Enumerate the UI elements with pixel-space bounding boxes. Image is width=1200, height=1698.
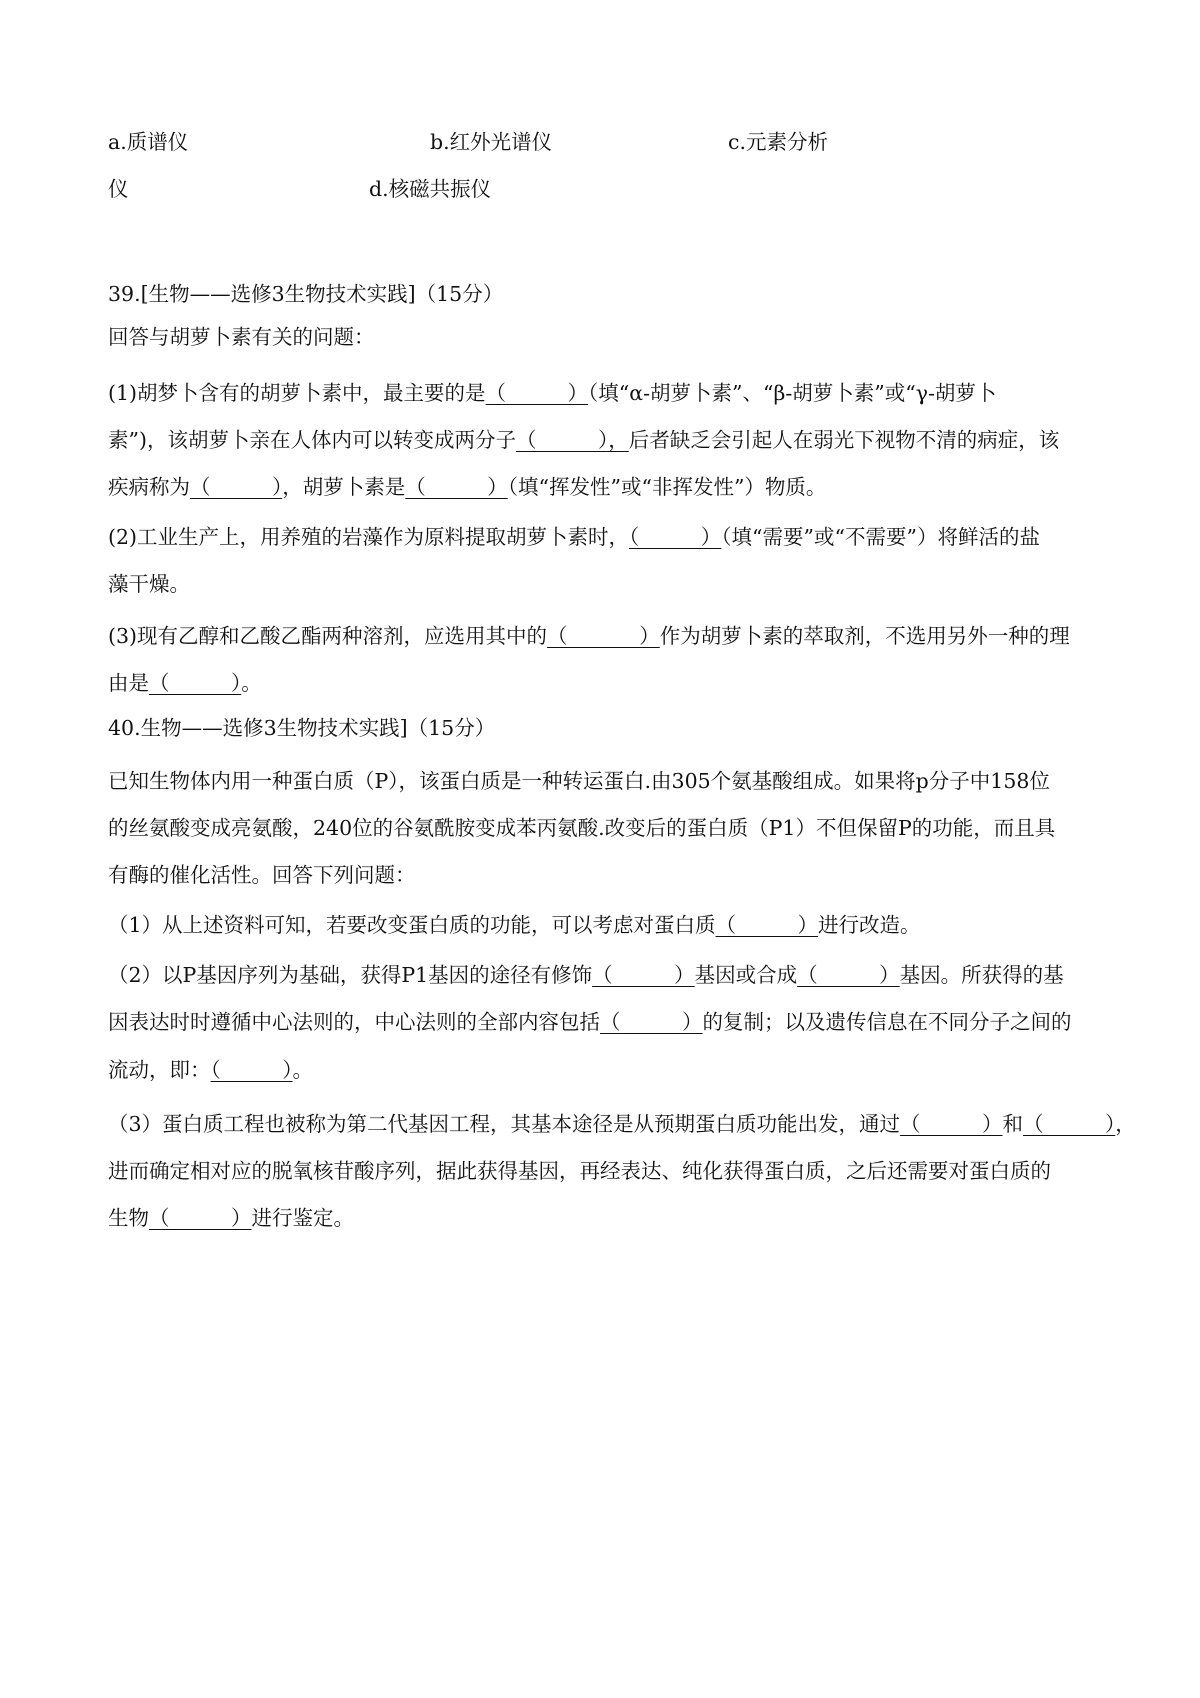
q39-text: (3)现有乙醇和乙酸乙酯两种溶剂，应选用其中的 (108, 624, 548, 648)
q40-text: （1）从上述资料可知，若要改变蛋白质的功能，可以考虑对蛋白质 (108, 913, 716, 937)
option-c: c.元素分析 (728, 130, 828, 154)
answer-blank[interactable]: （______） (629, 525, 722, 549)
q40-text: （3）蛋白质工程也被称为第二代基因工程，其基本途径是从预期蛋白质功能出发，通过 (108, 1112, 901, 1136)
q40-para-1: 已知生物体内用一种蛋白质（P），该蛋白质是一种转运蛋白.由305个氨基酸组成。如果将p分子中158位 (108, 769, 1050, 793)
q40-text: 和 (1002, 1112, 1024, 1136)
q40-sub-1 (108, 911, 1108, 939)
q39-line-4 (108, 523, 1108, 551)
q40-header: 40.生物——选修3生物技术实践]（15分） (108, 716, 496, 740)
answer-blank[interactable]: （______） (149, 671, 242, 695)
q39-header: 39.[生物——选修3生物技术实践]（15分） (108, 282, 504, 306)
q39-text: 后者缺乏会引起人在弱光下视物不清的病症，该 (628, 428, 1060, 452)
q39-line-2 (108, 426, 1108, 454)
q40-text: 的复制；以及遗传信息在不同分子之间的 (702, 1010, 1072, 1034)
answer-blank[interactable]: （______） (210, 1058, 293, 1082)
q40-text: 流动，即： (108, 1058, 211, 1082)
q39-line-7 (108, 669, 1108, 697)
q40-sub-2-line-2 (108, 1008, 1108, 1036)
answer-blank[interactable]: （______） (592, 963, 695, 987)
answer-blank[interactable]: （______） (1023, 1112, 1116, 1136)
q40-text: 基因。所获得的基 (899, 963, 1064, 987)
q39-intro: 回答与胡萝卜素有关的问题： (108, 325, 375, 349)
option-d: d.核磁共振仪 (369, 177, 492, 201)
q40-para-2: 的丝氨酸变成亮氨酸，240位的谷氨酰胺变成苯丙氨酸.改变后的蛋白质（P1）不但保留P的功能，而且具 (108, 816, 1056, 840)
answer-blank[interactable]: （______） (149, 1206, 252, 1230)
q39-text: 由是 (108, 671, 149, 695)
q39-line-5: 藻干燥。 (108, 572, 190, 596)
answer-blank[interactable]: （______） (900, 1112, 1003, 1136)
q39-text: (1)胡梦卜含有的胡萝卜素中，最主要的是 (108, 381, 486, 405)
q40-text: （2）以P基因序列为基础，获得P1基因的途径有修饰 (108, 963, 593, 987)
q40-sub-3-line-3 (108, 1204, 1108, 1232)
answer-blank[interactable]: （______） (600, 1010, 703, 1034)
q40-sub-3-line-2: 进而确定相对应的脱氧核苷酸序列，据此获得基因，再经表达、纯化获得蛋白质，之后还需要对蛋白质的 (108, 1159, 1051, 1183)
q40-text: 。 (292, 1058, 313, 1082)
answer-blank[interactable]: （______）， (515, 428, 629, 452)
q39-text: 作为胡萝卜素的萃取剂，不选用另外一种的理 (659, 624, 1070, 648)
q40-text: 进行改造。 (818, 913, 921, 937)
q39-text: (2)工业生产上，用养殖的岩藻作为原料提取胡萝卜素时， (108, 525, 630, 549)
q39-text: （填“α-胡萝卜素”、“β-胡萝卜素”或“γ-胡萝卜 (588, 381, 997, 405)
q39-text: 素”)，该胡萝卜亲在人体内可以转变成两分子 (108, 428, 516, 452)
answer-blank[interactable]: （_______） (547, 624, 660, 648)
q40-sub-3-line-1 (108, 1110, 1136, 1138)
q40-text: ， (1115, 1112, 1136, 1136)
option-b: b.红外光谱仪 (430, 130, 553, 154)
option-c-continued: 仪 (108, 177, 129, 201)
answer-blank[interactable]: （______） (485, 381, 589, 405)
q40-text: 进行鉴定。 (251, 1206, 354, 1230)
q40-text: 生物 (108, 1206, 149, 1230)
option-a: a.质谱仪 (108, 130, 189, 154)
q40-sub-2-line-1 (108, 961, 1108, 989)
answer-blank[interactable]: （______） (715, 913, 819, 937)
answer-blank[interactable]: （______） (797, 963, 900, 987)
q39-line-3 (108, 473, 1108, 501)
q40-para-3: 有酶的催化活性。回答下列问题： (108, 863, 416, 887)
q39-text: ，胡萝卜素是 (282, 475, 406, 499)
q40-sub-2-line-3 (108, 1056, 1108, 1084)
q39-text: （填“需要”或“不需要”）将鲜活的盐 (721, 525, 1040, 549)
answer-blank[interactable]: （______） (405, 475, 508, 499)
q39-line-1 (108, 379, 1108, 407)
q39-line-6 (108, 622, 1108, 650)
q39-text: （填“挥发性”或“非挥发性”）物质。 (507, 475, 827, 499)
answer-blank[interactable]: （______） (190, 475, 283, 499)
q39-text: 疾病称为 (108, 475, 190, 499)
q39-text: 。 (241, 671, 262, 695)
q40-text: 基因或合成 (694, 963, 798, 987)
q40-text: 因表达时时遵循中心法则的，中心法则的全部内容包括 (108, 1010, 600, 1034)
